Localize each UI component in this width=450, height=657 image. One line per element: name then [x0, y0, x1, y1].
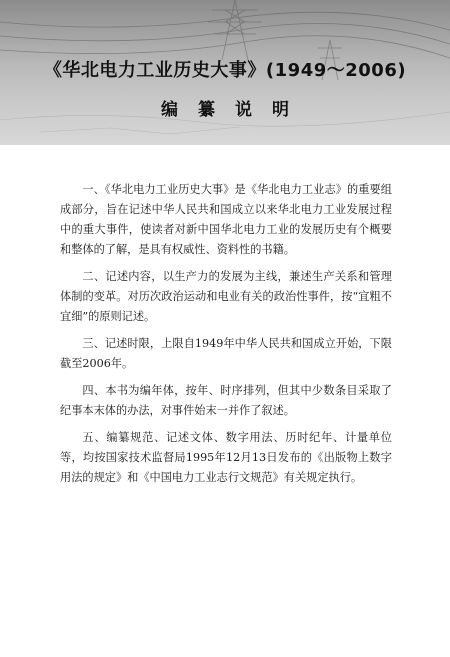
paragraph-5: 五、编纂规范、记述文体、数字用法、历时纪年、计量单位等，均按国家技术监督局1995年12月13日发布的《出版物上数字用法的规定》和《中国电力工业志行文规范》有关规定执行。	[60, 431, 392, 484]
editorial-notes-body	[60, 180, 392, 495]
header-banner	[0, 0, 450, 145]
paragraph-1: 一、《华北电力工业历史大事》是《华北电力工业志》的重要组成部分，旨在记述中华人民共和国成立以来华北电力工业发展过程中的重大事件，使读者对新中国华北电力工业的发展历史有个概要和整体的了解，是具有权威性、资料性的书籍。	[60, 183, 392, 256]
paragraph-4: 四、本书为编年体，按年、时序排列，但其中少数条目采取了纪事本末体的办法，对事件始末一并作了叙述。	[60, 384, 392, 417]
paragraph-2: 二、记述内容，以生产力的发展为主线，兼述生产关系和管理体制的变革。对历次政治运动和电业有关的政治性事件，按“宜粗不宜细”的原则记述。	[60, 270, 392, 323]
paragraph-3: 三、记述时限，上限自1949年中华人民共和国成立开始，下限截至2006年。	[60, 337, 392, 370]
book-title: 《华北电力工业历史大事》(1949～2006)	[43, 60, 407, 81]
section-title: 编纂说明	[161, 100, 309, 120]
